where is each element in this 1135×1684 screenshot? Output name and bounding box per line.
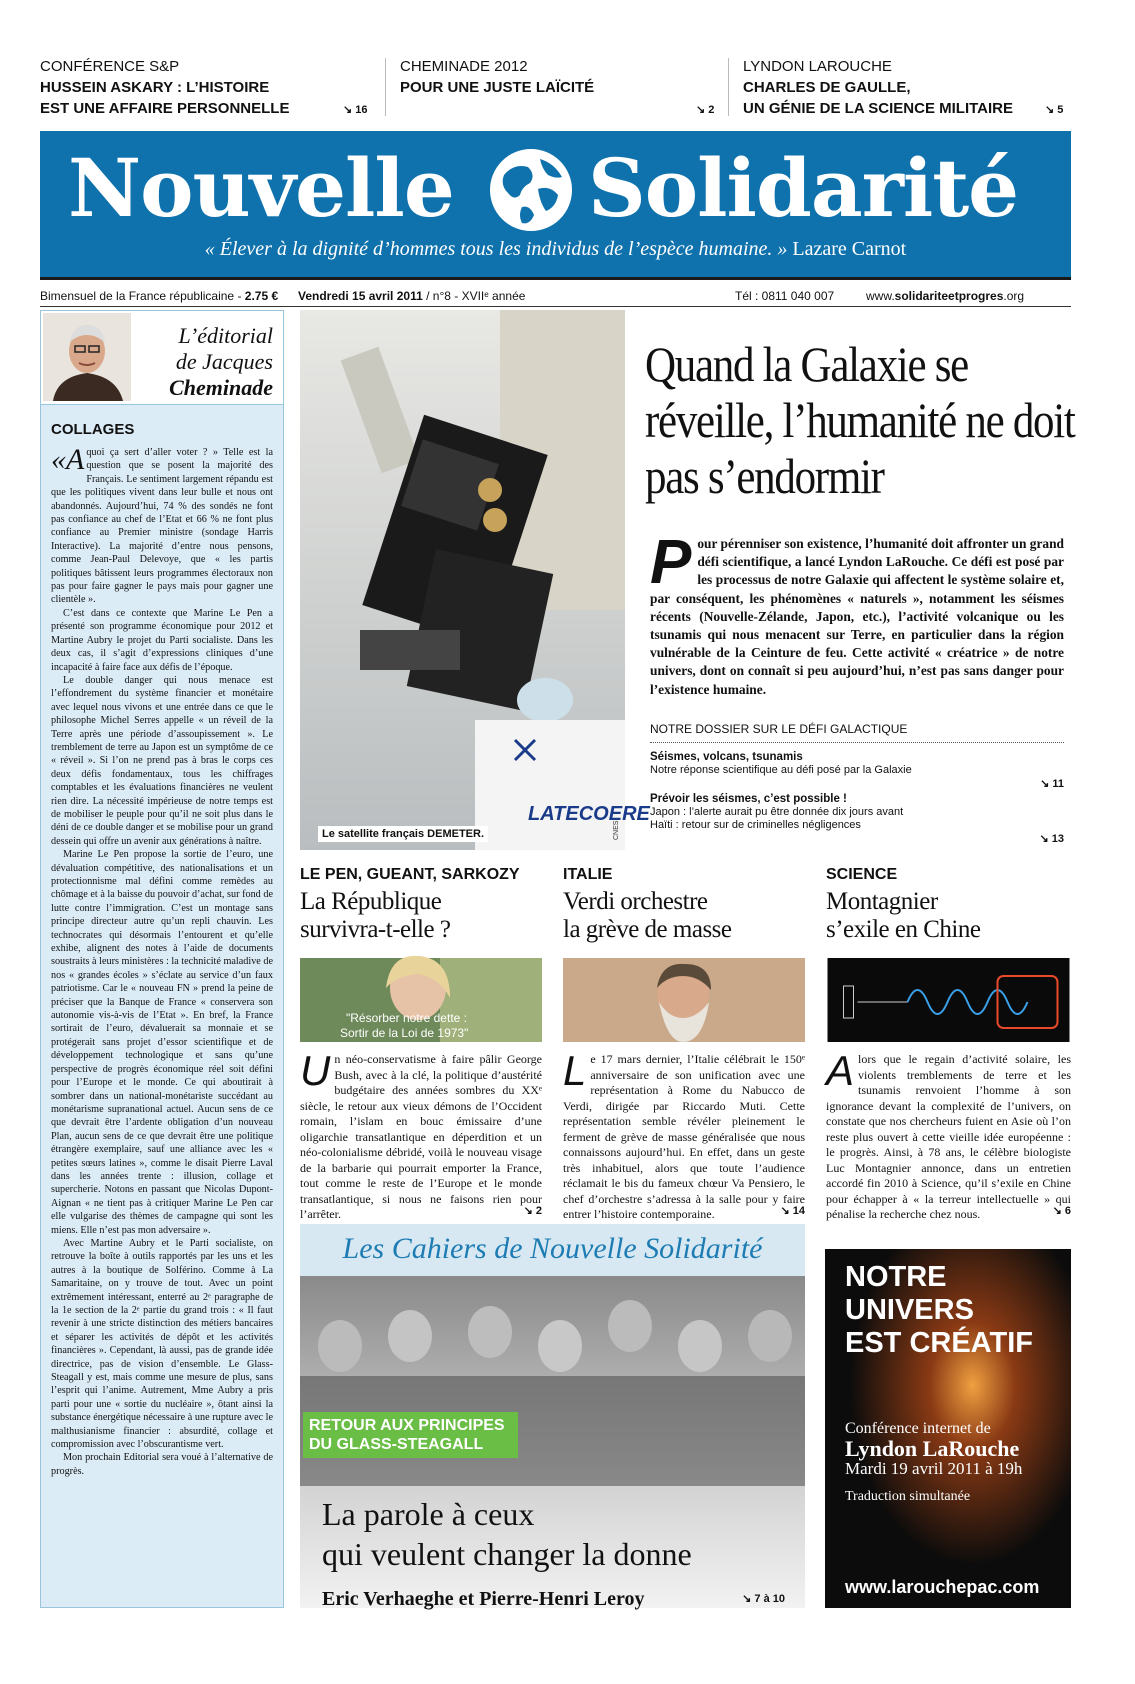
story-title-line: la grève de masse — [563, 916, 732, 943]
teaser-headline: HUSSEIN ASKARY : L’HISTOIRE — [40, 79, 270, 96]
cahiers-title: Les Cahiers de Nouvelle Solidarité — [342, 1232, 763, 1265]
cahiers-authors: Eric Verhaeghe et Pierre-Henri Leroy — [322, 1588, 645, 1610]
lead-text: our pérenniser son existence, l’humanité doit affronter un grand défi scientifique, a lancé Lyndon LaRouche. Ce défi est posé par les processus de notre Galaxie qui affectent le système solaire et, par conséquent, les phénomènes « naturels », notamment les séismes récents (Nouvelle-Zélande, Japon, etc.), l’activité volcanique ou les tsunamis qui nous menacent sur Terre, en particulier dans la région vulnérable de la Ceinture de feu. Cette activité « créatrice » de notre univers, dont on connaît si peu aujourd’hui, n’est pas sans danger pour l’existence humaine. — [650, 536, 1064, 697]
conference-ad[interactable] — [825, 1249, 1071, 1608]
editorial-label-line: de Jacques — [175, 349, 273, 374]
teaser-kicker: CHEMINADE 2012 — [400, 58, 528, 75]
story-kicker: LE PEN, GUEANT, SARKOZY — [300, 866, 520, 883]
story-montagnier[interactable] — [826, 866, 1071, 1221]
lepen-photo — [300, 958, 542, 1042]
page-ref: ↘ 11 — [1040, 778, 1064, 790]
story-body: e 17 mars dernier, l’Italie célébrait le 150ᵉ anniversaire de son unification avec une représentation à Rome du Nabucco de Verdi, dirigée par Riccardo Muti. Cette représentation semble révéler pleinement le ferment de grève de masse généralisée que nous connaissons aujourd’hui. En effet, dans un geste très inhabituel, alors que toute l’audience réclamait le bis du fameux chœur Va Pensiero, le chef d’orchestre s’adressa à la salle pour y faire entrer l’histoire contemporaine. — [563, 1052, 805, 1221]
author-portrait — [43, 313, 131, 401]
story-title — [300, 888, 542, 944]
drop-cap: L — [563, 1047, 587, 1094]
editorial-author: Cheminade — [169, 375, 273, 400]
page-ref: ↘ 2 — [523, 1205, 542, 1217]
teaser-headline: UN GÉNIE DE LA SCIENCE MILITAIRE — [743, 100, 1014, 117]
story-body: n néo-conservatisme à faire pâlir George Bush, avec à la clé, la politique d’austérité budgétaire des années sombres du XXᵉ siècle, le retour aux vieux démons de l’Occident romain, l’islam en bouc émissaire d’une oligarchie transatlantique en déperdition et un néo-colonialisme débridé, voilà le nouveau visage de la barbarie qui pourrait emporter la France, tout comme le reste de l’Europe et le monde transatlantique, si nous ne faisons rien pour l’arrêter. — [300, 1052, 542, 1221]
story-text — [300, 1047, 542, 1223]
photo-caption: Le satellite français DEMETER. — [318, 826, 488, 842]
dossier-item-text: Japon : l’alerte aurait pu être donnée dix jours avant — [650, 806, 904, 818]
editorial-title: COLLAGES — [51, 421, 135, 438]
editorial-header — [41, 311, 283, 405]
drop-cap: «A — [51, 443, 85, 476]
teaser-headline: EST UNE AFFAIRE PERSONNELLE — [40, 100, 290, 117]
paragraph: Le double danger qui nous menace est l’effondrement du système financier et monétaire avec lequel nous vivons et une entrée dans ce que le philosophe Michel Serres appelle « un réveil de la Terre après une période d’assoupissement ». Le tremblement de terre au Japon est un symptôme de ce « réveil ». Si l’on ne prend pas à bras le corps ces deux défis fondamentaux, tous les chiffrages comptables et les évaluations financières ne veulent rien dire. La nécessité impérieuse de notre temps est de mobiliser le peuple pour qu’il ne soit plus dans le déni de ce double danger et se mobilise pour un grand dessein qui offre un avenir aux générations à naître. — [51, 674, 273, 847]
lead-paragraph — [650, 528, 1064, 699]
issue-date: Vendredi 15 avril 2011 — [298, 289, 423, 303]
ad-title-line: UNIVERS — [845, 1294, 974, 1326]
paragraph: quoi ça sert d’aller voter ? » Telle est la question que se posent la majorité des Français. Le sentiment largement répandu est que les politiques vivent dans leur bulle et nous ont abandonnés. Aujourd’hui, 74 % des sondés ne font pas confiance au chef de l’Etat et 66 % ne font plus confiance au Premier ministre (sondage Harris Interactive). La majorité d’entre nous pensons, comme Jean-Paul Delevoye, que « les partis politiques bâtissent leurs programmes électoraux non pas pour faire gagner le pays mais pour gagner une clientèle ». — [51, 447, 273, 606]
drop-cap: P — [650, 528, 692, 597]
issue-info — [298, 289, 525, 303]
page-ref: ↘ 16 — [343, 104, 368, 116]
teaser-cheminade[interactable] — [400, 56, 720, 116]
drop-cap: A — [826, 1047, 855, 1094]
info-bar — [40, 287, 1071, 307]
dna-diagram — [826, 958, 1071, 1042]
cahiers-band — [300, 1224, 805, 1276]
website-link[interactable] — [866, 289, 1024, 303]
photo-caption-line: Sortir de la Loi de 1973" — [340, 1026, 469, 1040]
divider — [385, 58, 386, 116]
ad-title-line: EST CRÉATIF — [845, 1327, 1033, 1359]
editorial-body — [41, 405, 283, 1607]
paragraph: C’est dans ce contexte que Marine Le Pen a présenté son programme économique pour 2012 et Martine Aubry le projet du Parti socialiste. Dans les deux cas, il s’agit d’expressions cliniques d’une incapacité à faire face aux défis de l’époque. — [51, 607, 273, 673]
story-verdi[interactable] — [563, 866, 805, 1221]
story-text — [826, 1047, 1071, 1223]
page-ref: ↘ 2 — [696, 104, 715, 116]
price: 2.75 € — [244, 289, 279, 303]
url-part: www. — [866, 289, 895, 303]
editorial-label — [169, 323, 273, 401]
ad-conference — [845, 1419, 1022, 1507]
story-title — [826, 888, 1071, 944]
headline-line: La parole à ceux — [322, 1496, 535, 1532]
ad-conf-label: Conférence internet de — [845, 1420, 991, 1437]
ad-title — [845, 1261, 1033, 1360]
phone: Tél : 0811 040 007 — [735, 289, 835, 303]
quote-author: Lazare Carnot — [792, 238, 907, 260]
dossier-item[interactable] — [650, 793, 1064, 845]
page-ref: ↘ 14 — [780, 1205, 805, 1217]
masthead-title-left: Nouvelle — [68, 141, 454, 235]
teaser-larouche[interactable] — [743, 56, 1073, 119]
teaser-headline: CHARLES DE GAULLE, — [743, 79, 911, 96]
paragraph: Avec Martine Aubry et le Parti socialiste, on retrouve la boîte à outils rapportés par les uns et les autres à la boutique de Solférino. Comme à La Samaritaine, on y trouve de tout. Avec un point extrêmement intéressant, enterré au 2ᵉ paragraphe de la 1e section de la 2ᵉ partie du grand trois : « Il faut revenir à une stricte distinction des métiers bancaires et séparer les activités de dépôt et les activités financières ». Cependant, là aussi, pas de grande idée directrice, pas de vision d’ensemble. Le Glass-Steagall y est, mais comme une mesure de plus, sans l’esprit qui l’anime. Autrement, Mme Aubry a pris parti pour une « sortie du nucléaire », ôtant ainsi la substance énergétique nécessaire à une rupture avec le malthusianisme financier : absurdité, collage et compromission avec l’obscurantisme vert. — [51, 1237, 273, 1451]
url-part: solidariteetprogres — [894, 289, 1004, 303]
dossier-box — [650, 722, 1064, 845]
main-headline[interactable]: Quand la Galaxie se réveille, l’humanité ne doit pas s’endormir — [645, 336, 1075, 504]
ad-note: Traduction simultanée — [845, 1489, 971, 1504]
ad-date: Mardi 19 avril 2011 à 19h — [845, 1459, 1023, 1478]
cahiers-headline — [322, 1494, 692, 1574]
story-title-line: Montagnier — [826, 888, 938, 915]
editorial-column — [40, 310, 284, 1608]
editorial-text — [51, 443, 273, 1478]
dossier-item-text: Notre réponse scientifique au défi posé par la Galaxie — [650, 764, 912, 776]
url-part: .org — [1003, 289, 1025, 303]
story-lepen[interactable] — [300, 866, 542, 1221]
teaser-headline: POUR UNE JUSTE LAÏCITÉ — [400, 79, 595, 96]
paragraph: Mon prochain Editorial sera voué à l’alternative de progrès. — [51, 1452, 273, 1477]
teaser-kicker: LYNDON LAROUCHE — [743, 58, 892, 75]
publication-info — [40, 289, 278, 303]
story-text — [563, 1047, 805, 1223]
story-kicker: SCIENCE — [826, 866, 898, 883]
story-title — [563, 888, 805, 944]
ad-speaker: Lyndon LaRouche — [845, 1436, 1020, 1461]
teaser-kicker: CONFÉRENCE S&P — [40, 58, 180, 75]
dossier-item-title: Séismes, volcans, tsunamis — [650, 751, 803, 763]
story-title-line: s’exile en Chine — [826, 916, 981, 943]
photo-credit: CNES — [613, 820, 620, 840]
page-ref: ↘ 5 — [1045, 104, 1064, 116]
masthead-quote — [40, 238, 1071, 261]
tag-line: DU GLASS-STEAGALL — [309, 1436, 484, 1453]
divider — [728, 58, 729, 116]
story-title-line: survivra-t-elle ? — [300, 916, 451, 943]
page-ref: ↘ 7 à 10 — [742, 1593, 785, 1605]
ad-url-link[interactable]: www.larouchepac.com — [845, 1577, 1040, 1597]
teaser-askary[interactable] — [40, 56, 370, 119]
issue-number: / n°8 - XVIIᵉ année — [422, 289, 526, 303]
story-kicker: ITALIE — [563, 866, 613, 883]
tag-line: RETOUR AUX PRINCIPES — [309, 1417, 505, 1434]
cahiers-tag — [303, 1412, 518, 1458]
story-title-line: La République — [300, 888, 442, 915]
drop-cap: U — [300, 1047, 331, 1094]
paragraph: Marine Le Pen propose la sortie de l’euro, une dévaluation compétitive, des nationalisations et un protectionnisme mal défini comme remèdes au chômage et à la baisse du pouvoir d’achat, sur fond de lutte contre l’immigration. C’est un montage sans principe directeur autre qu’un repli chauvin. Les technocrates qui désormais l’entourent et qu’elle exhibe, alignent des notes à l’aide de documents soustraits à leurs ministères : la technicité maladive de nos « grandes écoles » s’éclate au service d’un faux patriotisme. Car le « nouveau FN » prend la peine de préciser que la Banque de France « conservera son autonomie vis-à-vis de l’Etat ». En bref, la France sortirait de l’euro, dévaluerait sa monnaie et se protégerait sans projet d’essor scientifique et de développement technologique et sans qu’une perspective de progrès économique réel soit défini pour l’Europe et le monde. Ce qui aboutirait à sombrer dans un national-monétariste succédant au monétarisme supranational actuel. Aucun sens de ce que devrait être l’ardente obligation d’un nouveau Plan, aucun sens de ce que devrait être une politique étrangère exemplaire, sauf une alliance avec les « petites sœurs latines », comme le disait Pierre Laval dans les années trente : illusion, collage et supercherie. Notons en passant que Nicolas Dupont-Aignan « ne tient pas à critiquer Marine Le Pen car elle vulgarise des thèmes de campagne qui sont les miens. Elle n’est pas mon adversaire ». — [51, 849, 273, 1236]
globe-icon — [486, 145, 576, 235]
editorial-label-line: L’éditorial — [178, 323, 273, 348]
page-ref: ↘ 6 — [1052, 1205, 1071, 1217]
photo-caption-line: "Résorber notre dette : — [346, 1011, 467, 1025]
dossier-item[interactable] — [650, 751, 1064, 790]
verdi-portrait — [563, 958, 805, 1042]
dossier-title: NOTRE DOSSIER SUR LE DÉFI GALACTIQUE — [650, 722, 1064, 743]
cahiers-box[interactable] — [300, 1224, 805, 1608]
dossier-item-title: Prévoir les séismes, c’est possible ! — [650, 793, 847, 805]
photo-brand: LATECOERE — [528, 803, 650, 825]
quote-text: « Élever à la dignité d’hommes tous les individus de l’espèce humaine. » — [204, 238, 788, 260]
story-body: lors que le regain d’activité solaire, les violents tremblements de terre et les tsunamis renvoient l’homme à son ignorance devant la complexité de l’univers, on constate que nos chercheurs fuient en Asie où l’on reste plus ouvert à cette vieille idée européenne : le progrès. Ainsi, à 78 ans, le célèbre biologiste Luc Montagnier annonce, dans un entretien accordé fin 2010 à Science, qu’il s’exile en Chine pour échapper à « la terreur intellectuelle » qui pénalise la recherche chez nous. — [826, 1052, 1071, 1221]
masthead-title-right: Solidarité — [588, 141, 1019, 235]
masthead — [40, 131, 1071, 280]
satellite-photo — [300, 310, 650, 850]
ad-title-line: NOTRE — [845, 1261, 947, 1293]
headline-line: qui veulent changer la donne — [322, 1536, 692, 1572]
page-ref: ↘ 13 — [1039, 833, 1064, 845]
story-title-line: Verdi orchestre — [563, 888, 708, 915]
publication-frequency: Bimensuel de la France républicaine - — [40, 289, 245, 303]
dossier-item-text: Haïti : retour sur de criminelles négligences — [650, 819, 861, 831]
